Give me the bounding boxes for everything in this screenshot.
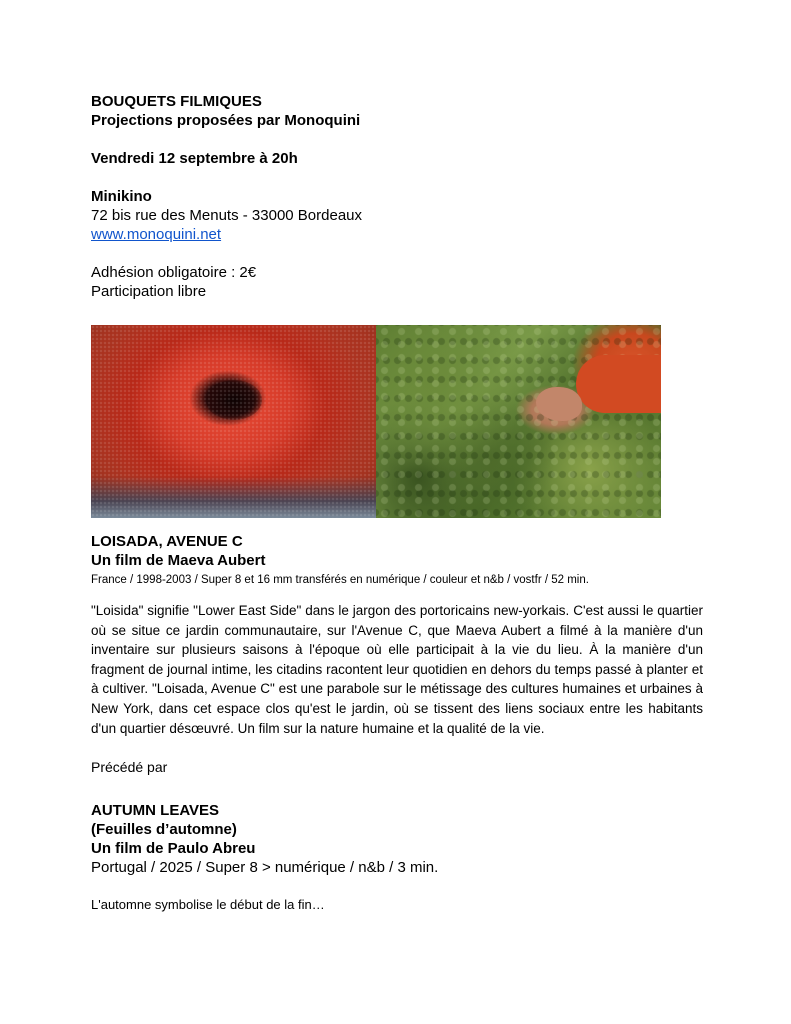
website-link[interactable]: www.monoquini.net <box>91 226 222 243</box>
film2-block <box>91 801 701 914</box>
preceded-by: Précédé par <box>91 759 168 776</box>
red-sleeve <box>576 355 661 413</box>
film1-director: Un film de Maeva Aubert <box>91 552 266 569</box>
venue-name: Minikino <box>91 188 152 205</box>
flower-center <box>206 380 262 420</box>
film1-meta: France / 1998-2003 / Super 8 et 16 mm transférés en numérique / couleur et n&b / vostfr / 52 min. <box>91 574 589 586</box>
film-stills <box>91 325 661 518</box>
poppy-film-still <box>91 325 376 518</box>
film2-title: AUTUMN LEAVES <box>91 802 220 820</box>
film2-meta: Portugal / 2025 / Super 8 > numérique / n&b / 3 min. <box>91 859 439 877</box>
film1-title: LOISADA, AVENUE C <box>91 533 243 550</box>
film2-tagline: L'automne symbolise le début de la fin… <box>91 897 325 913</box>
film2-title-fr: (Feuilles d’automne) <box>91 821 237 839</box>
document-page <box>91 92 701 914</box>
hand <box>536 387 582 421</box>
film2-director: Un film de Paulo Abreu <box>91 840 256 858</box>
event-title: BOUQUETS FILMIQUES <box>91 93 262 110</box>
garden-film-still <box>376 325 661 518</box>
participation-note: Participation libre <box>91 283 207 300</box>
venue-address: 72 bis rue des Menuts - 33000 Bordeaux <box>91 207 363 224</box>
event-subtitle: Projections proposées par Monoquini <box>91 112 361 129</box>
membership-fee: Adhésion obligatoire : 2€ <box>91 264 257 281</box>
event-date: Vendredi 12 septembre à 20h <box>91 150 298 167</box>
film1-synopsis: "Loisida" signifie "Lower East Side" dans le jargon des portoricains new-yorkais. C'est aussi le quartier où se situe ce jardin communautaire, sur l'Avenue C, que Maeva Aubert a filmé à la manière d'un inventaire sur plusieurs saisons à l'époque où elle participait à la vie du lieu. À la manière d'un fragment de journal intime, les citadins racontent leur quotidien en dehors du temps passé à planter et à cultiver. "Loisada, Avenue C" est une parabole sur le métissage des cultures humaines et urbaines à New York, dans cet espace clos qu'est le jardin, où se tissent des liens sociaux entre les habitants d'un quartier désœuvré. Un film sur la nature humaine et la qualité de la vie. <box>91 603 703 736</box>
